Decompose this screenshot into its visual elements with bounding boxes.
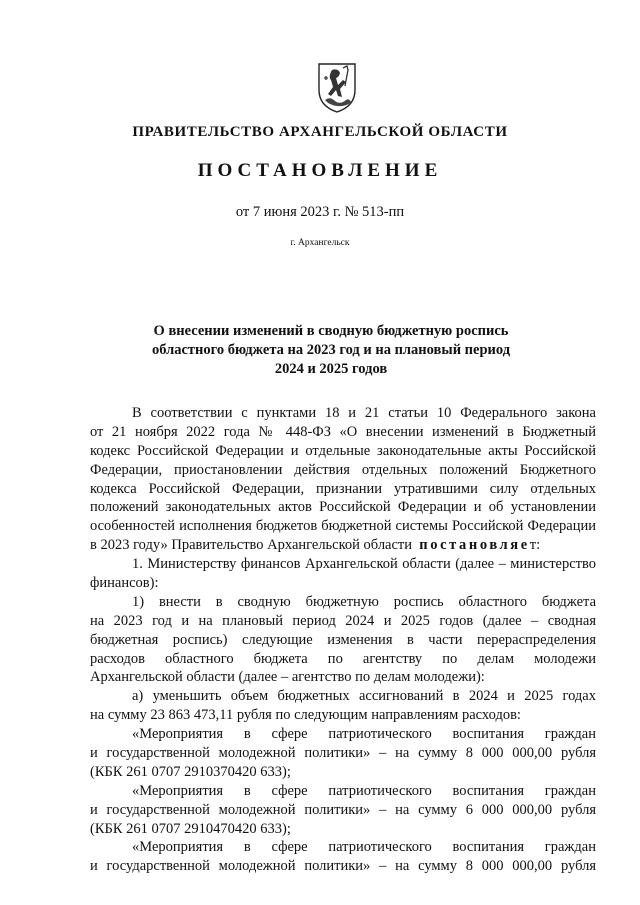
body-line: (КБК 261 0707 2910370420 633); bbox=[90, 763, 291, 780]
body-line: бюджетная роспись) следующие изменения в части перераспределения bbox=[90, 631, 596, 648]
resolution-suffix: т: bbox=[529, 537, 541, 554]
body-line: «Мероприятия в сфере патриотического воспитания граждан bbox=[132, 839, 596, 856]
document-body bbox=[90, 404, 596, 876]
body-line: «Мероприятия в сфере патриотического воспитания граждан bbox=[132, 782, 596, 799]
body-line: на сумму 23 863 473,11 рубля по следующим направлениям расходов: bbox=[90, 707, 521, 724]
body-line: и государственной молодежной политики» – на сумму 6 000 000,00 рубля bbox=[90, 801, 596, 818]
arkhangelsk-coat-of-arms-icon bbox=[316, 60, 358, 114]
body-line: кодекса Российской Федерации, признании утратившими силу отдельных bbox=[90, 480, 596, 497]
body-line: и государственной молодежной политики» – на сумму 8 000 000,00 рубля bbox=[90, 745, 596, 762]
body-line: от 21 ноября 2022 года № 448-ФЗ «О внесении изменений в Бюджетный bbox=[90, 423, 596, 440]
body-line bbox=[90, 536, 596, 555]
body-line: (КБК 261 0707 2910470420 633); bbox=[90, 820, 291, 837]
body-line: В соответствии с пунктами 18 и 21 статьи 10 Федерального закона bbox=[132, 405, 596, 421]
body-line: и государственной молодежной политики» – на сумму 8 000 000,00 рубля bbox=[90, 858, 596, 875]
body-line: 1. Министерству финансов Архангельской области (далее – министерство bbox=[132, 556, 596, 573]
body-line: Федерации, приостановлении действия отдельных положений Бюджетного bbox=[90, 461, 596, 478]
document-title bbox=[120, 322, 542, 379]
title-line: О внесении изменений в сводную бюджетную роспись bbox=[153, 323, 509, 339]
body-line: кодекс Российской Федерации и отдельные законодательные акты Российской bbox=[90, 442, 596, 459]
body-line: особенностей исполнения бюджетов бюджетной системы Российской Федерации bbox=[90, 518, 596, 535]
body-line: финансов): bbox=[90, 575, 159, 592]
body-line: «Мероприятия в сфере патриотического воспитания граждан bbox=[132, 726, 596, 743]
resolution-verb: постановляе bbox=[419, 537, 530, 554]
resolution-text: в 2023 году» Правительство Архангельской области bbox=[90, 537, 413, 554]
body-line: а) уменьшить объем бюджетных ассигнований в 2024 и 2025 годах bbox=[132, 688, 596, 705]
title-line: областного бюджета на 2023 год и на плановый период bbox=[151, 342, 511, 358]
document-type: ПОСТАНОВЛЕНИЕ bbox=[197, 160, 443, 181]
organization-name: ПРАВИТЕЛЬСТВО АРХАНГЕЛЬСКОЙ ОБЛАСТИ bbox=[132, 124, 508, 140]
document-date-number: от 7 июня 2023 г. № 513-пп bbox=[235, 204, 405, 220]
body-line: 1) внести в сводную бюджетную роспись областного бюджета bbox=[132, 593, 596, 610]
document-city: г. Архангельск bbox=[290, 238, 350, 248]
body-line: расходов областного бюджета по агентству по делам молодежи bbox=[90, 650, 596, 667]
body-line: положений законодательных актов Российской Федерации и об установлении bbox=[90, 499, 596, 516]
body-line: на 2023 год и на плановый период 2024 и 2025 годов (далее – сводная bbox=[90, 612, 596, 629]
body-line: Архангельской области (далее – агентство по делам молодежи): bbox=[90, 669, 485, 686]
title-line: 2024 и 2025 годов bbox=[274, 361, 388, 377]
